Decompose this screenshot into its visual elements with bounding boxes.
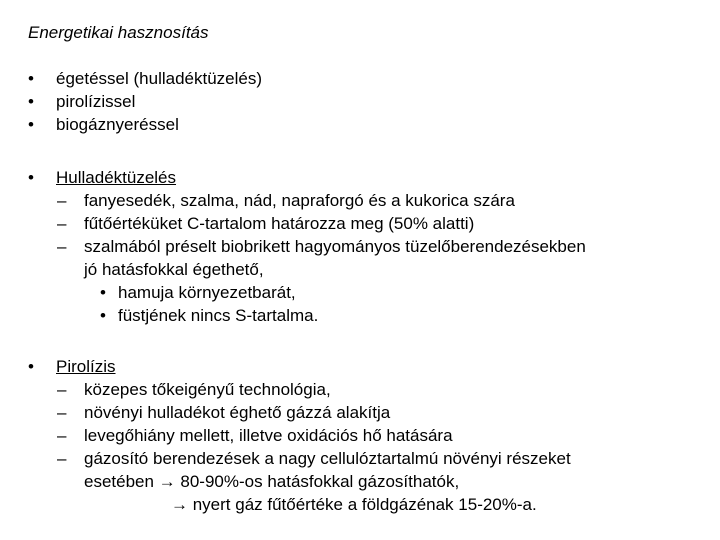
list-item [0,424,710,447]
list-item-text: jó hatásfokkal égethető, [84,260,264,279]
list-item-text: esetében → 80-90%-os hatásfokkal gázosíthatók, [84,472,460,491]
pirolizis-section [0,355,710,516]
list-item-text: hamuja környezetbarát, [118,283,296,302]
slide-title: Energetikai hasznosítás [28,23,209,42]
sub-list-item [0,281,710,304]
section-heading: Hulladéktüzelés [56,168,177,187]
bullet-icon: • [28,168,34,187]
list-item-text: pirolízissel [56,92,136,111]
dash-icon: – [57,191,67,210]
list-item-text: levegőhiány mellett, illetve oxidációs hő hatására [84,426,453,445]
dash-icon: – [57,380,67,399]
list-item [0,378,710,401]
dash-icon: – [57,449,67,468]
list-item-text: fűtőértéküket C-tartalom határozza meg (50% alatti) [84,214,475,233]
dash-icon: – [57,426,67,445]
list-item [0,447,710,470]
list-item-continuation [0,258,710,281]
list-item-text: → nyert gáz fűtőértéke a földgázénak 15-20%-a. [171,495,537,514]
sub-list-item [0,304,710,327]
bullet-icon: • [28,115,34,134]
list-item-continuation [0,493,710,516]
list-item-text: biogáznyeréssel [56,115,179,134]
section-heading-item [0,355,710,378]
hulladek-section [0,166,710,327]
list-item-text: égetéssel (hulladéktüzelés) [56,69,263,88]
dash-icon: – [57,214,67,233]
dash-icon: – [57,237,67,256]
list-item-text: közepes tőkeigényű technológia, [84,380,331,399]
bullet-icon: • [28,92,34,111]
list-item [0,67,710,90]
list-item [0,90,710,113]
bullet-icon: • [28,357,34,376]
list-item [0,235,710,258]
list-item [0,189,710,212]
section-heading: Pirolízis [56,357,116,376]
list-item-text: növényi hulladékot éghető gázzá alakítja [84,403,391,422]
intro-list [0,67,710,136]
bullet-icon: • [100,283,106,302]
list-item-continuation [0,470,710,493]
dash-icon: – [57,403,67,422]
list-item-text: szalmából préselt biobrikett hagyományos tüzelőberendezésekben [84,237,586,256]
bullet-icon: • [28,69,34,88]
list-item-text: füstjének nincs S-tartalma. [118,306,319,325]
list-item-text: fanyesedék, szalma, nád, napraforgó és a kukorica szára [84,191,515,210]
list-item [0,113,710,136]
section-heading-item [0,166,710,189]
list-item [0,401,710,424]
list-item-text: gázosító berendezések a nagy cellulóztartalmú növényi részeket [84,449,571,468]
list-item [0,212,710,235]
bullet-icon: • [100,306,106,325]
